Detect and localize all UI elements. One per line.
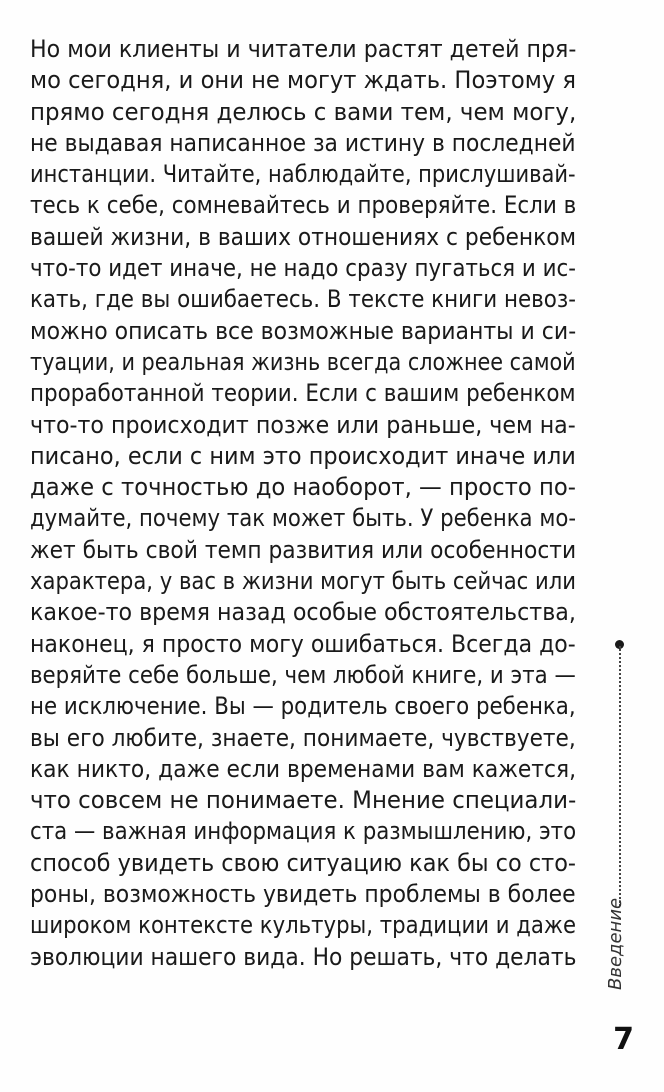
- text-line-11: туации, и реальная жизнь всегда сложнее самой: [30, 347, 576, 376]
- text-line-8: что-то идет иначе, не надо сразу пугаться и ис-: [30, 254, 576, 283]
- text-line-12: проработанной теории. Если с вашим ребенком: [30, 379, 576, 408]
- text-line-10: можно описать все возможные варианты и си-: [30, 316, 577, 345]
- text-line-28: роны, возможность увидеть проблемы в более: [30, 880, 576, 909]
- text-line-3: прямо сегодня делюсь с вами тем, чем могу,: [30, 97, 577, 126]
- text-line-19: какое-то время назад особые обстоятельства,: [30, 598, 576, 627]
- text-line-27: способ увидеть свою ситуацию как бы со сто-: [30, 848, 576, 877]
- text-line-15: даже с точностью до наоборот, — просто по-: [30, 473, 576, 502]
- text-line-7: вашей жизни, в ваших отношениях с ребенком: [30, 222, 577, 251]
- text-line-2: мо сегодня, и они не могут ждать. Поэтому я: [30, 66, 577, 95]
- text-line-29: широком контексте культуры, традиции и даже: [30, 911, 577, 940]
- text-line-22: не исключение. Вы — родитель своего ребенка,: [30, 692, 576, 721]
- text-line-1: Но мои клиенты и читатели растят детей пря-: [30, 35, 577, 63]
- text-line-14: писано, если с ним это происходит иначе или: [30, 441, 576, 470]
- text-line-23: вы его любите, знаете, понимаете, чувствуете,: [30, 723, 576, 752]
- margin-dotted-rule: [619, 646, 621, 906]
- text-line-9: кать, где вы ошибаетесь. В тексте книги невоз-: [30, 285, 576, 314]
- text-line-16: думайте, почему так может быть. У ребенка мо-: [30, 504, 576, 533]
- text-line-21: веряйте себе больше, чем любой книге, и эта —: [30, 660, 576, 689]
- text-line-30: эволюции нашего вида. Но решать, что делать: [30, 942, 577, 971]
- text-line-6: тесь к себе, сомневайтесь и проверяйте. Если в: [30, 191, 577, 220]
- section-running-head: Введение: [605, 897, 626, 990]
- text-line-24: как никто, даже если временами вам кажется,: [30, 754, 577, 783]
- text-line-25: что совсем не понимаете. Мнение специали-: [30, 786, 577, 815]
- body-text: [30, 34, 576, 973]
- text-line-20: наконец, я просто могу ошибаться. Всегда до-: [30, 629, 576, 658]
- page-number: 7: [613, 1022, 634, 1057]
- text-line-17: жет быть свой темп развития или особенности: [30, 535, 577, 564]
- text-line-5: инстанции. Читайте, наблюдайте, прислушивай-: [30, 160, 576, 189]
- text-line-18: характера, у вас в жизни могут быть сейчас или: [30, 567, 576, 596]
- text-line-13: что-то происходит позже или раньше, чем на-: [30, 410, 576, 439]
- text-line-4: не выдавая написанное за истину в последней: [30, 128, 576, 157]
- text-line-26: ста — важная информация к размышлению, это: [30, 817, 577, 846]
